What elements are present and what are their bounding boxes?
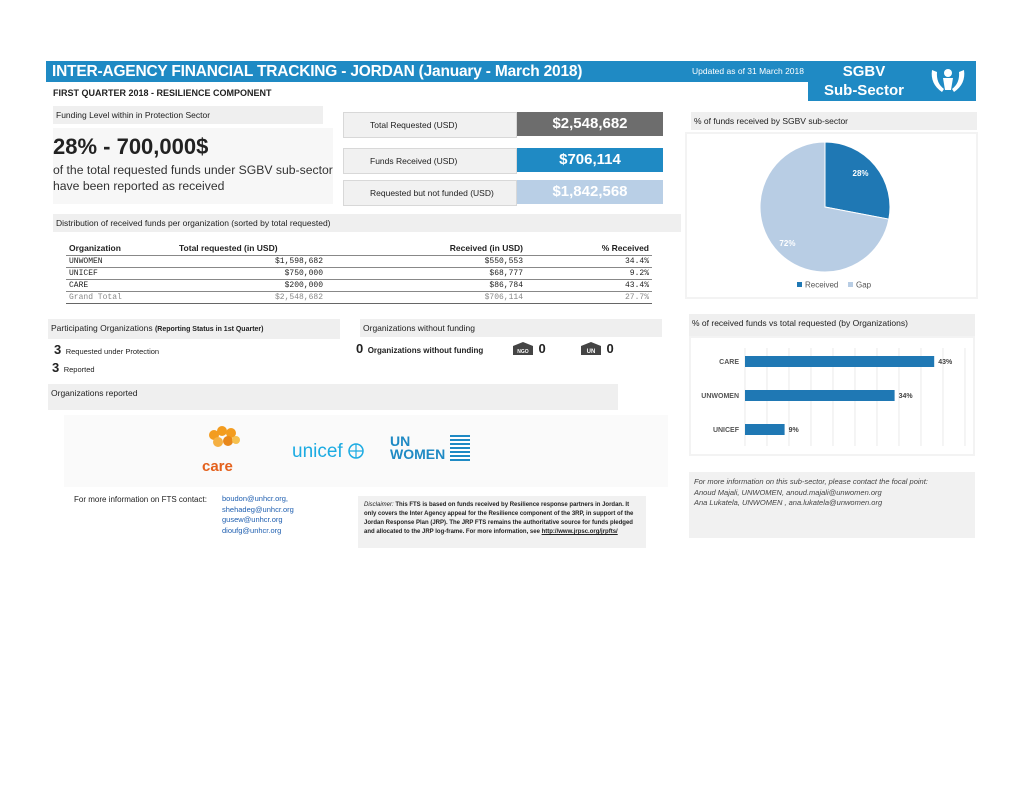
cell-org: UNICEF xyxy=(66,267,176,279)
funding-description: of the total requested funds under SGBV sub-sector have been reported as received xyxy=(53,163,333,193)
focal-intro: For more information on this sub-sector, please contact the focal point: xyxy=(694,477,928,486)
funds-received-value: $706,114 xyxy=(517,148,663,172)
cell-requested: $200,000 xyxy=(176,279,326,291)
table-header-row xyxy=(66,241,652,255)
cell-pct: 34.4% xyxy=(526,255,652,267)
cell-received: $68,777 xyxy=(326,267,526,279)
fts-contact-label: For more information on FTS contact: xyxy=(74,495,207,504)
legend-gap: Gap xyxy=(856,280,872,290)
orgs-reported-label: Organizations reported xyxy=(48,384,618,410)
contact-email[interactable]: dioufg@unhcr.org xyxy=(222,525,282,535)
sector-badge xyxy=(808,61,976,101)
reported-count xyxy=(52,359,95,377)
pie-chart-title: % of funds received by SGBV sub-sector xyxy=(691,112,977,130)
ngo-icon-text: NGO xyxy=(517,348,529,355)
sector-line2: Sub-Sector xyxy=(823,82,904,99)
bar-chart-panel xyxy=(689,336,975,456)
without-funding-label: Organizations without funding xyxy=(360,319,662,337)
ngo-building-icon xyxy=(512,342,534,356)
page-title: INTER-AGENCY FINANCIAL TRACKING - JORDAN (January - March 2018) xyxy=(46,61,680,82)
un-icon-text: UN xyxy=(586,348,596,355)
cell-org: CARE xyxy=(66,279,176,291)
requested-count xyxy=(54,341,159,359)
bar-chart xyxy=(689,336,975,456)
ngo-count xyxy=(512,340,546,358)
without-funding-number: 0 xyxy=(356,341,364,356)
col-total-requested: Total requested (in USD) xyxy=(176,241,326,255)
unwomen-logo-text: UN WOMEN xyxy=(390,433,446,462)
focal-point-box xyxy=(689,472,975,538)
protection-hands-icon xyxy=(928,66,968,98)
cell-received: $86,784 xyxy=(326,279,526,291)
cell-pct: 9.2% xyxy=(526,267,652,279)
unwomen-emblem-icon xyxy=(450,435,470,461)
cell-pct: 27.7% xyxy=(526,291,652,303)
funding-headline: 28% - 700,000$ xyxy=(53,134,209,159)
unicef-logo-text: unicef xyxy=(292,441,343,462)
unicef-logo xyxy=(292,441,364,463)
pie-chart-panel xyxy=(685,132,978,299)
pie-label-received: 28% xyxy=(852,169,869,179)
total-requested-label: Total Requested (USD) xyxy=(343,112,517,138)
report-subtitle: FIRST QUARTER 2018 - RESILIENCE COMPONENT xyxy=(53,88,272,98)
bar-unicef xyxy=(745,424,785,435)
care-logo xyxy=(200,425,250,473)
disclaimer-text: This FTS is based on funds received by Resilience response partners in Jordan. It only covers the Inter Agency appeal for the Resilience component of the 3RP, in support of the Jordan Response Plan (JRP). The JRP FTS remains the authoritative source for funds pledged and allocated to the JRP log-frame. For more information, see xyxy=(364,502,634,535)
bar-unwomen xyxy=(745,390,895,401)
un-building-icon xyxy=(580,342,602,356)
cell-requested: $2,548,682 xyxy=(176,291,326,303)
unicef-globe-icon xyxy=(348,443,364,459)
reported-count-number: 3 xyxy=(52,360,60,375)
funds-received-label: Funds Received (USD) xyxy=(343,148,517,174)
bar-value-label: 9% xyxy=(788,427,799,434)
requested-count-number: 3 xyxy=(54,342,62,357)
bar-care xyxy=(745,356,934,367)
jrp-link[interactable]: http://www.jrpsc.org/jrpfts/ xyxy=(541,529,618,535)
funding-level-label: Funding Level within in Protection Sector xyxy=(53,106,323,124)
cell-received: $706,114 xyxy=(326,291,526,303)
fts-contact-emails xyxy=(222,494,294,536)
cell-requested: $1,598,682 xyxy=(176,255,326,267)
legend-swatch-gap xyxy=(848,282,853,287)
care-logo-text: care xyxy=(202,458,233,475)
bar-chart-title: % of received funds vs total requested (by Organizations) xyxy=(689,314,975,336)
sector-name xyxy=(814,62,914,100)
logos-area xyxy=(64,415,668,487)
pie-label-gap: 72% xyxy=(779,239,796,249)
col-received: Received (in USD) xyxy=(326,241,526,255)
disclaimer-lead: Disclaimer: xyxy=(364,502,394,508)
focal-contact[interactable]: Ana Lukatela, UNWOMEN , ana.lukatela@unwomen.org xyxy=(694,498,883,507)
bar-value-label: 34% xyxy=(898,393,913,400)
participating-title: Participating Organizations xyxy=(51,323,153,333)
unwomen-logo xyxy=(390,435,472,471)
participating-note: (Reporting Status in 1st Quarter) xyxy=(154,326,264,333)
cell-pct: 43.4% xyxy=(526,279,652,291)
contact-email[interactable]: boudon@unhcr.org, xyxy=(222,494,288,503)
legend-received: Received xyxy=(805,280,839,290)
pie-chart xyxy=(685,132,978,299)
cell-org: Grand Total xyxy=(66,291,176,303)
sector-line1: SGBV xyxy=(842,63,886,80)
requested-count-label: Requested under Protection xyxy=(65,347,160,356)
cell-requested: $750,000 xyxy=(176,267,326,279)
distribution-label: Distribution of received funds per organization (sorted by total requested) xyxy=(53,214,681,232)
bar-category-label: CARE xyxy=(719,359,739,366)
without-funding-text: Organizations without funding xyxy=(367,346,484,355)
table-row xyxy=(66,267,652,279)
cell-org: UNWOMEN xyxy=(66,255,176,267)
table-row xyxy=(66,255,652,267)
reported-count-label: Reported xyxy=(63,365,95,374)
table-total-row xyxy=(66,291,652,303)
without-funding-count xyxy=(356,340,483,358)
participating-label xyxy=(48,319,340,339)
un-count-number: 0 xyxy=(606,341,614,356)
funding-table xyxy=(66,241,652,304)
not-funded-value: $1,842,568 xyxy=(517,180,663,204)
not-funded-label: Requested but not funded (USD) xyxy=(343,180,517,206)
col-organization: Organization xyxy=(66,241,176,255)
ngo-count-number: 0 xyxy=(538,341,546,356)
legend-swatch-received xyxy=(797,282,802,287)
un-count xyxy=(580,340,614,358)
contact-email[interactable]: gusew@unhcr.org xyxy=(222,515,283,524)
updated-date: Updated as of 31 March 2018 xyxy=(680,61,808,82)
bar-category-label: UNICEF xyxy=(712,427,739,434)
bar-value-label: 43% xyxy=(938,359,953,366)
col-pct-received: % Received xyxy=(526,241,652,255)
contact-email[interactable]: shehadeg@unhcr.org xyxy=(222,504,294,514)
table-row xyxy=(66,279,652,291)
disclaimer-box xyxy=(358,496,646,548)
cell-received: $550,553 xyxy=(326,255,526,267)
focal-contact[interactable]: Anoud Majali, UNWOMEN, anoud.majali@unwomen.org xyxy=(694,487,882,497)
total-requested-value: $2,548,682 xyxy=(517,112,663,136)
bar-category-label: UNWOMEN xyxy=(701,393,739,400)
care-circle-icon xyxy=(200,425,250,455)
